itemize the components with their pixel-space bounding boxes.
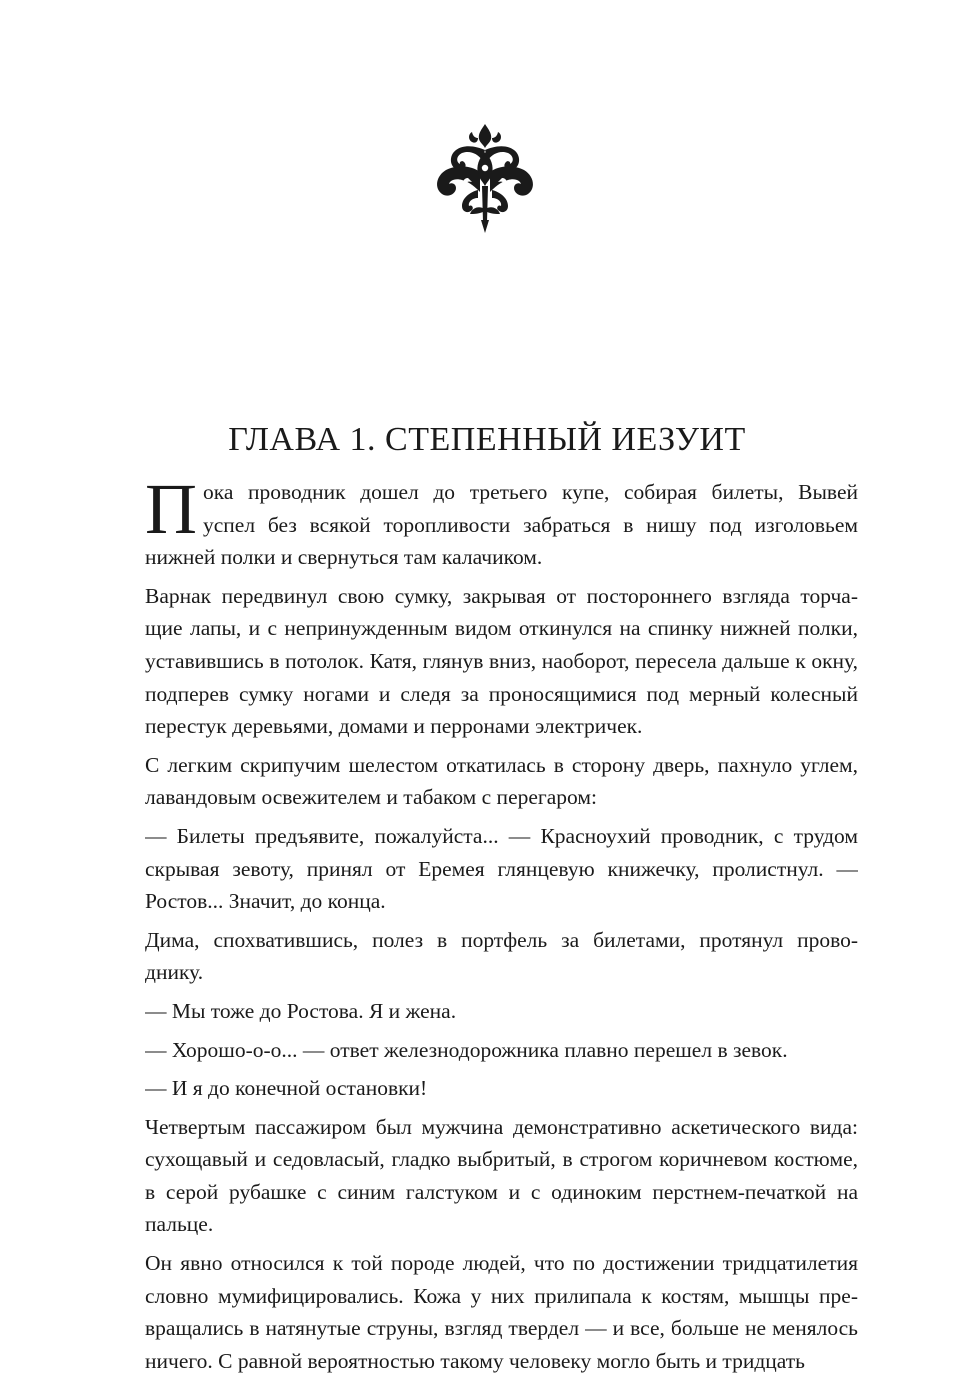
- paragraph: [145, 1034, 858, 1067]
- text-line: вращались в натянутые струны, взгляд твердел — и все, больше не менялось: [145, 1316, 858, 1341]
- text-line: словно мумифицировались. Кожа у них прилипала к костям, мышцы пре-: [145, 1283, 858, 1308]
- text-line: Четвертым пассажиром был мужчина демонстративно аскетического вида:: [145, 1114, 858, 1139]
- text-line: лавандовым освежителем и табаком с перегаром:: [145, 785, 597, 810]
- paragraph: [145, 1111, 858, 1241]
- paragraph: [145, 995, 858, 1028]
- fleuron-ornament-icon: [432, 122, 538, 234]
- text-line: перестук деревьями, домами и перронами электричек.: [145, 714, 643, 739]
- text-line: — Мы тоже до Ростова. Я и жена.: [145, 998, 457, 1023]
- text-line: в серой рубашке с синим галстуком и с одиноким перстнем-печаткой на: [145, 1179, 858, 1204]
- text-line: ока проводник дошел до третьего купе, собирая билеты, Вывей: [203, 480, 858, 504]
- paragraph: [145, 749, 858, 814]
- paragraph: [145, 469, 858, 574]
- text-line: ничего. С равной вероятностью такому человеку могло быть и тридцать: [145, 1348, 805, 1373]
- paragraph: [145, 820, 858, 918]
- text-line: — Хорошо-о-о... — ответ железнодорожника плавно перешел в зевок.: [145, 1037, 788, 1062]
- text-line: Ростов... Значит, до конца.: [145, 889, 386, 914]
- text-line: С легким скрипучим шелестом откатилась в сторону дверь, пахнуло углем,: [145, 752, 858, 777]
- chapter-body: [145, 469, 858, 1383]
- text-line: — И я до конечной остановки!: [145, 1076, 428, 1101]
- text-line: скрывая зевоту, принял от Еремея глянцевую книжечку, пролистнул. —: [145, 856, 858, 881]
- chapter-title: ГЛАВА 1. СТЕПЕННЫЙ ИЕЗУИТ: [228, 421, 746, 458]
- text-line: нижней полки и свернуться там калачиком.: [145, 545, 543, 570]
- text-line: Дима, спохватившись, полез в портфель за билетами, протянул прово-: [145, 927, 858, 952]
- paragraph: [145, 1247, 858, 1377]
- text-line: Варнак передвинул свою сумку, закрывая от постороннего взгляда торча-: [145, 583, 858, 608]
- text-line: — Билеты предъявите, пожалуйста... — Красноухий проводник, с трудом: [145, 823, 858, 848]
- paragraph: [145, 1072, 858, 1105]
- text-line: пальце.: [145, 1212, 214, 1237]
- text-line: подперев сумку ногами и следя за проносящимися под мерный колесный: [145, 681, 858, 706]
- paragraph: [145, 924, 858, 989]
- paragraph: [145, 580, 858, 743]
- text-line: сухощавый и седовласый, гладко выбритый, в строгом коричневом костюме,: [145, 1147, 858, 1172]
- text-line: днику.: [145, 960, 204, 985]
- text-line: успел без всякой торопливости забраться в нишу под изголовьем: [203, 512, 858, 537]
- text-line: уставившись в потолок. Катя, глянув вниз, наоборот, пересела дальше к окну,: [145, 648, 858, 673]
- drop-cap: П: [145, 469, 197, 549]
- text-line: щие лапы, и с непринужденным видом откинулся на спинку нижней полки,: [145, 616, 858, 641]
- text-line: Он явно относился к той породе людей, что по достижении тридцатилетия: [145, 1251, 858, 1276]
